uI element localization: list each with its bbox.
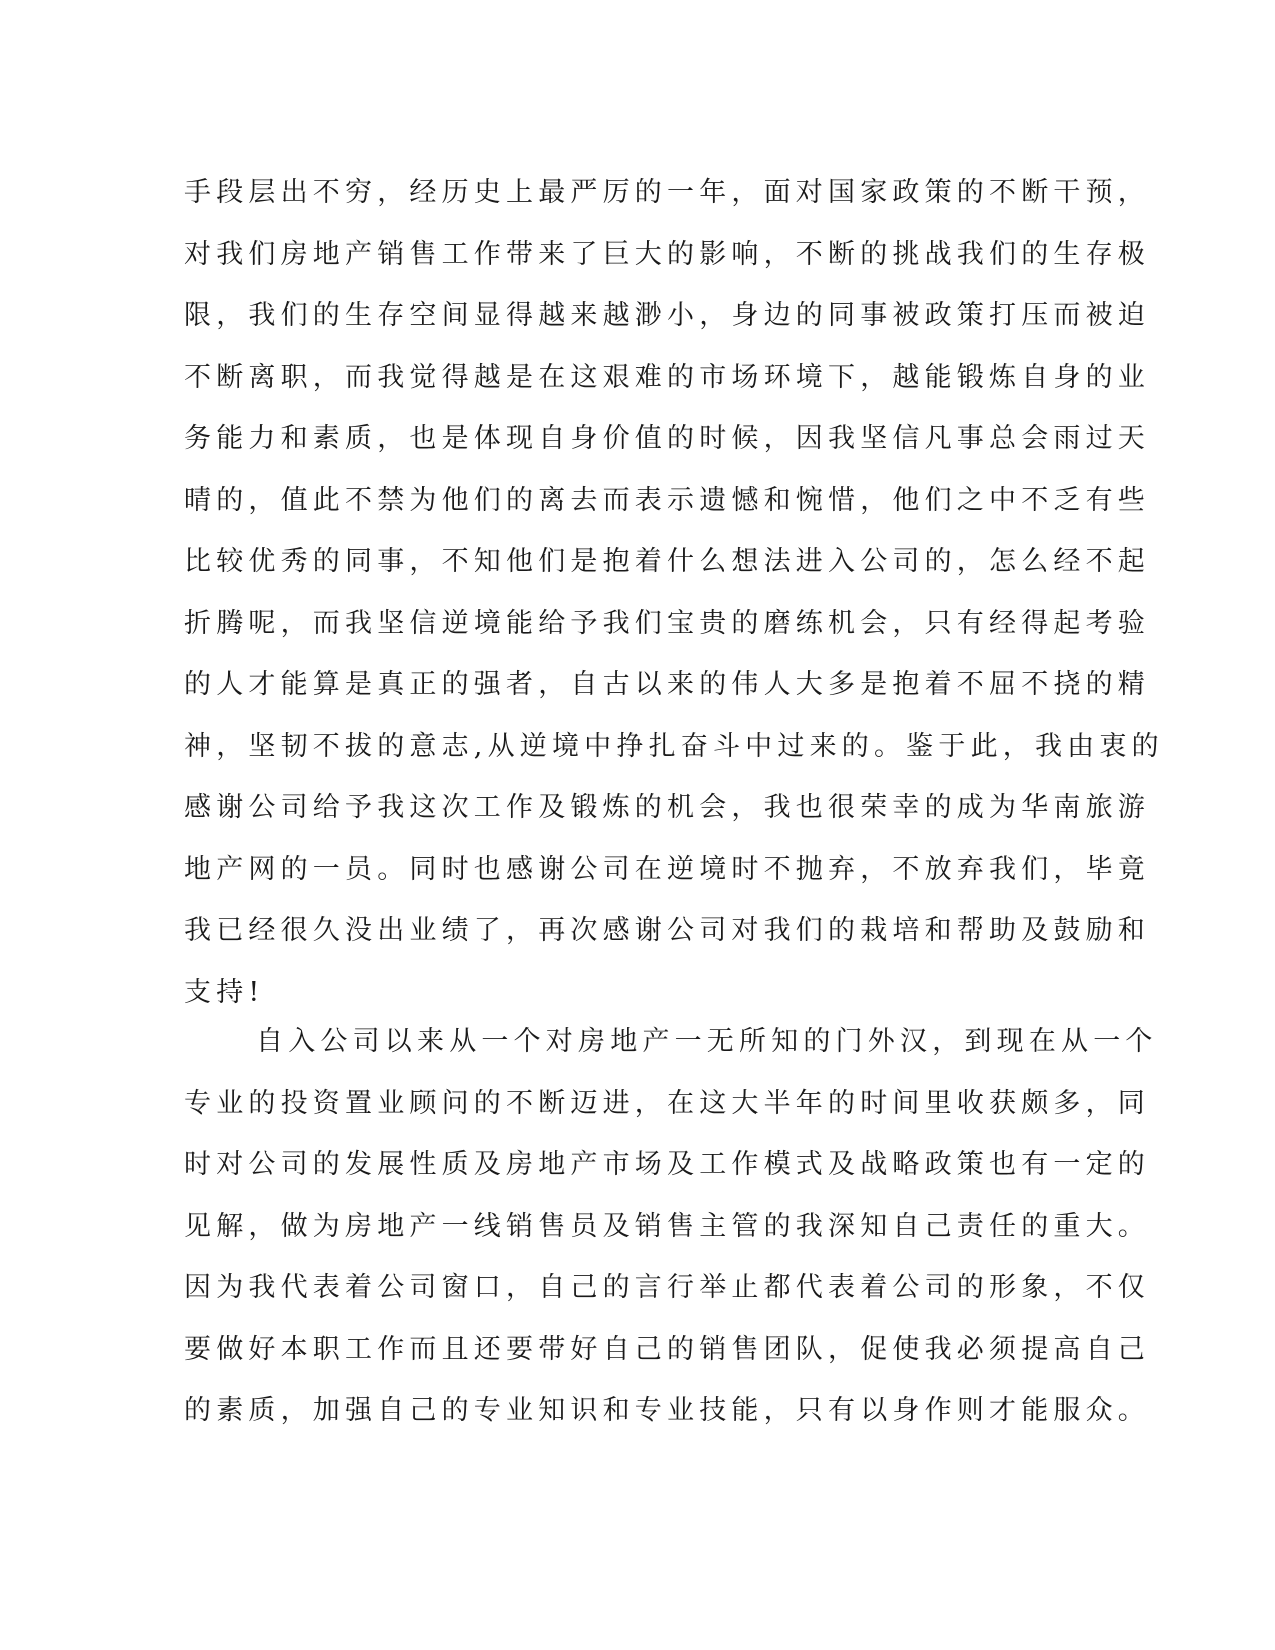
paragraph-line: 地产网的一员。同时也感谢公司在逆境时不抛弃，不放弃我们，毕竟 <box>184 853 1150 885</box>
paragraph-line: 不断离职，而我觉得越是在这艰难的市场环境下，越能锻炼自身的业 <box>184 361 1150 393</box>
paragraph-line: 要做好本职工作而且还要带好自己的销售团队，促使我必须提高自己 <box>184 1333 1150 1365</box>
paragraph-line: 神，坚韧不拔的意志,从逆境中挣扎奋斗中过来的。鉴于此，我由衷的 <box>184 730 1164 762</box>
paragraph-line: 折腾呢，而我坚信逆境能给予我们宝贵的磨练机会，只有经得起考验 <box>184 607 1150 639</box>
paragraph-line: 的人才能算是真正的强者，自古以来的伟人大多是抱着不屈不挠的精 <box>184 669 1150 700</box>
paragraph-line: 支持! <box>184 976 265 1008</box>
paragraph-line: 限，我们的生存空间显得越来越渺小，身边的同事被政策打压而被迫 <box>184 300 1150 331</box>
paragraph-line: 感谢公司给予我这次工作及锻炼的机会，我也很荣幸的成为华南旅游 <box>184 792 1150 823</box>
paragraph-line: 的素质，加强自己的专业知识和专业技能，只有以身作则才能服众。 <box>184 1395 1150 1426</box>
paragraph-1 <box>184 162 1164 1023</box>
paragraph-line: 务能力和素质，也是体现自身价值的时候，因我坚信凡事总会雨过天 <box>184 423 1150 454</box>
paragraph-line: 我已经很久没出业绩了，再次感谢公司对我们的栽培和帮助及鼓励和 <box>184 915 1150 946</box>
paragraph-line: 手段层出不穷，经历史上最严厉的一年，面对国家政策的不断干预， <box>184 177 1150 208</box>
paragraph-line: 比较优秀的同事，不知他们是抱着什么想法进入公司的，怎么经不起 <box>184 546 1150 577</box>
paragraph-line: 因为我代表着公司窗口，自己的言行举止都代表着公司的形象，不仅 <box>184 1272 1150 1303</box>
paragraph-line: 专业的投资置业顾问的不断迈进，在这大半年的时间里收获颇多，同 <box>184 1087 1150 1119</box>
paragraph-2 <box>184 1011 1158 1442</box>
paragraph-line: 对我们房地产销售工作带来了巨大的影响，不断的挑战我们的生存极 <box>184 238 1150 270</box>
paragraph-first-line: 自入公司以来从一个对房地产一无所知的门外汉，到现在从一个 <box>256 1026 1158 1057</box>
paragraph-line: 晴的，值此不禁为他们的离去而表示遗憾和惋惜，他们之中不乏有些 <box>184 484 1150 516</box>
paragraph-line: 见解，做为房地产一线销售员及销售主管的我深知自己责任的重大。 <box>184 1210 1150 1242</box>
paragraph-line: 时对公司的发展性质及房地产市场及工作模式及战略政策也有一定的 <box>184 1149 1150 1180</box>
